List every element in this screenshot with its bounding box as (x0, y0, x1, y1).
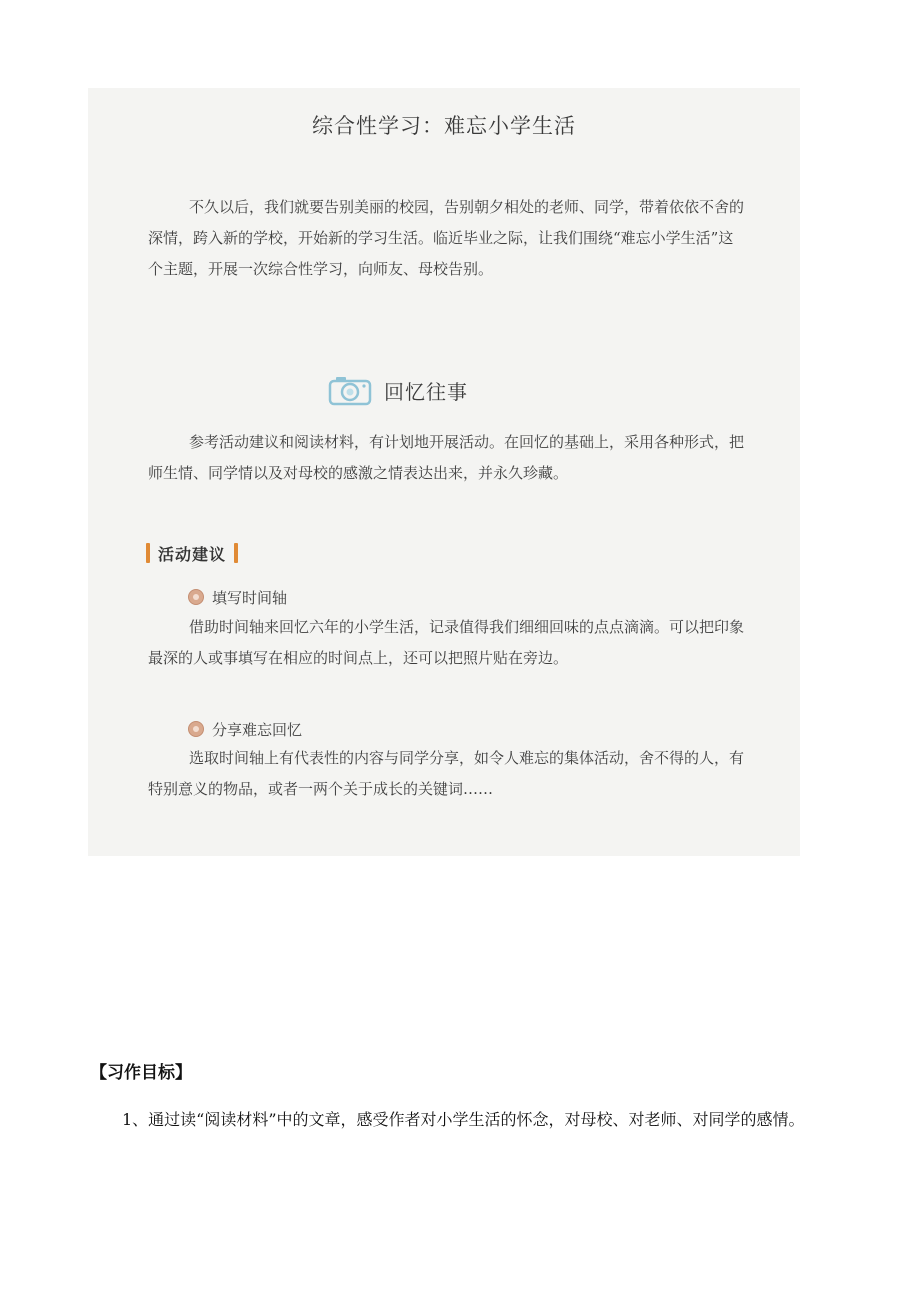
goals-heading: 【习作目标】 (90, 1063, 192, 1083)
activity-heading (146, 540, 238, 566)
accent-bar-left (146, 543, 150, 563)
activity-item-title: 分享难忘回忆 (212, 720, 303, 739)
section-header (328, 370, 468, 410)
activity-item-header (188, 585, 287, 609)
bullet-icon (188, 589, 204, 605)
textbook-scan (88, 88, 800, 856)
activity-item-text: 选取时间轴上有代表性的内容与同学分享，如令人难忘的集体活动，舍不得的人，有特别意义的物品，或者一两个关于成长的关键词…… (148, 749, 745, 798)
intro-paragraph: 不久以后，我们就要告别美丽的校园，告别朝夕相处的老师、同学，带着依依不舍的深情，跨入新的学校，开始新的学习生活。临近毕业之际，让我们围绕“难忘小学生活”这个主题，开展一次综合性学习，向师友、母校告别。 (148, 198, 745, 278)
activity-item-text: 借助时间轴来回忆六年的小学生活，记录值得我们细细回味的点点滴滴。可以把印象最深的人或事填写在相应的时间点上，还可以把照片贴在旁边。 (148, 618, 745, 667)
section-paragraph: 参考活动建议和阅读材料，有计划地开展活动。在回忆的基础上，采用各种形式，把师生情、同学情以及对母校的感激之情表达出来，并永久珍藏。 (148, 433, 745, 482)
bullet-icon (188, 721, 204, 737)
accent-bar-right (234, 543, 238, 563)
goal-item: 1、通过读“阅读材料”中的文章，感受作者对小学生活的怀念，对母校、对老师、对同学的感情。 (122, 1110, 805, 1129)
activity-item-title: 填写时间轴 (212, 588, 288, 607)
page-title: 综合性学习：难忘小学生活 (312, 114, 576, 138)
activity-title: 活动建议 (158, 544, 227, 564)
activity-item-header (188, 717, 302, 741)
camera-icon (328, 374, 372, 406)
section-title: 回忆往事 (384, 379, 468, 404)
